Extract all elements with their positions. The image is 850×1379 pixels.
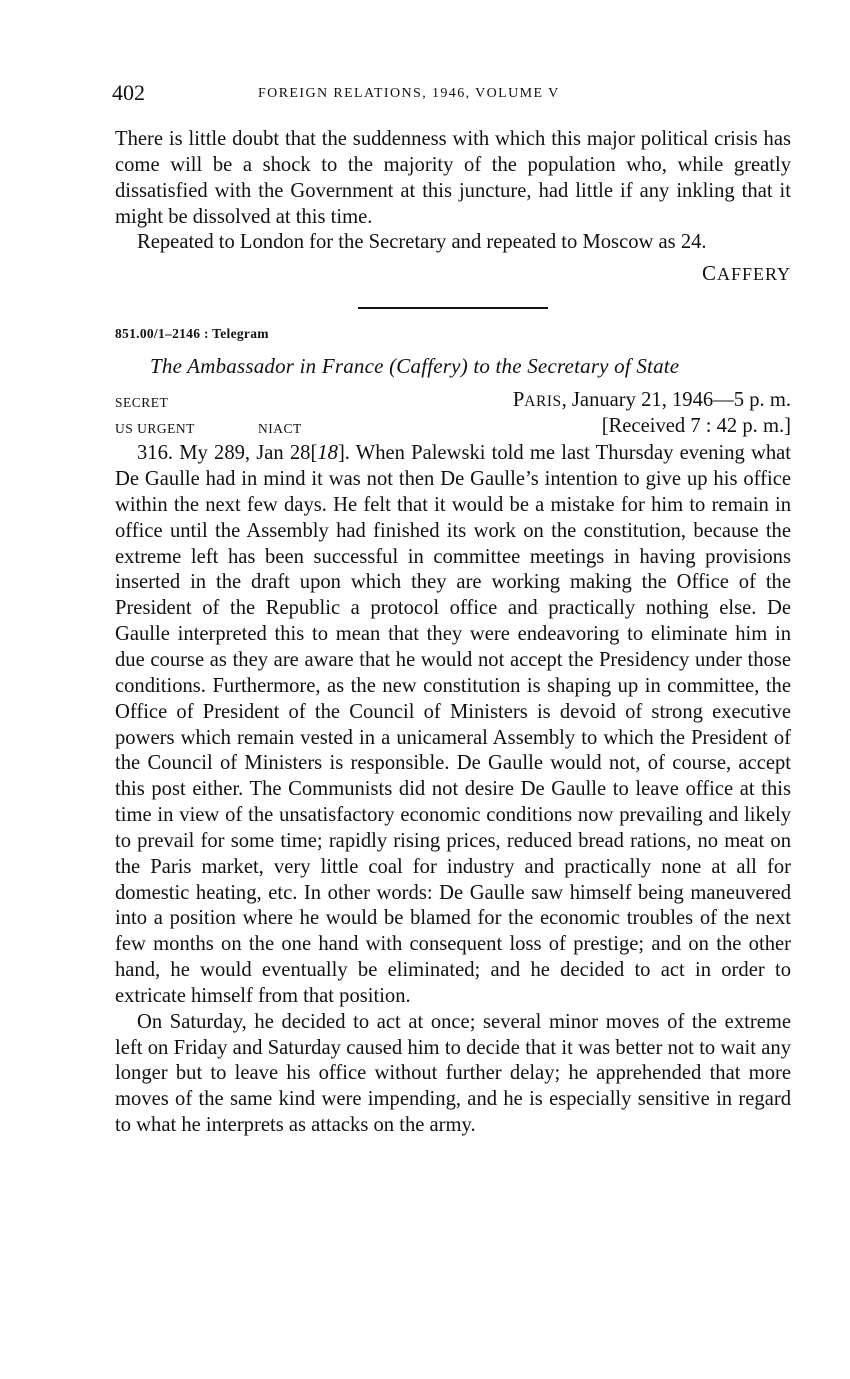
telegram-meta-row-1 [115,389,791,415]
signature-rest: AFFERY [716,264,791,285]
telegram-meta-row-2 [115,415,791,441]
body-lead: 316. My 289, Jan 28[ [137,442,318,465]
running-head-title: FOREIGN RELATIONS, 1946, VOLUME V [258,86,560,101]
priority-label: US URGENT [115,421,195,437]
body-text: ]. When Palewski told me last Thursday evening what De Gaulle had in mind it was not then De Gaulle’s intention to give up his office within the next few days. He felt that it would be a mistake for him to remain in office until the Assembly had finished its work on the constitution, because the extreme left has been successful in committee meetings in having provisions inserted in the draft upon which they are working making the Office of the President of the Republic a protocol office and practically nothing else. De Gaulle interpreted this to mean that they were endeavoring to eliminate him in due course as they are aware that he would not accept the Presidency under those conditions. Furthermore, as the new constitution is shaping up in committee, the Office of President of the Council of Ministers is devoid of strong executive powers which remain vested in a unicameral Assembly to which the President of the Council of Ministers is responsible. De Gaulle would not, of course, accept this post either. The Communists did not desire De Gaulle to leave office at this time in view of the unsatisfactory economic conditions now prevailing and likely to prevail for some time; rapidly rising prices, reduced bread rations, no meat on the Paris market, very little coal for industry and practically none at all for domestic heating, etc. In other words: De Gaulle saw himself being maneuvered into a position where he would be blamed for the economic troubles of the next few months on the one hand with consequent loss of prestige; and on the other hand, he would eventually be eliminated; and he decided to act in order to extricate himself from that position. [115,442,792,1007]
file-reference: 851.00/1–2146 : Telegram [115,326,269,342]
final-paragraph: On Saturday, he decided to act at once; several minor moves of the extreme left on Friday and Saturday caused him to decide that it was better not to wait any longer but to leave his office without further delay; he apprehended that more moves of the same kind were impending, and he is especially sensitive in regard to what he interprets as attacks on the army. [115,1010,791,1137]
place-rest: ARIS [524,393,562,411]
signature-initial: C [701,261,717,286]
repeat-note-paragraph: Repeated to London for the Secretary and repeated to Moscow as 24. [137,231,707,254]
section-divider [358,307,548,309]
sent-datetime: , January 21, 1946—5 p. m. [561,389,791,412]
channel-label: NIACT [258,421,302,437]
document-title: The Ambassador in France (Caffery) to the Secretary of State [150,354,680,379]
place-initial: P [512,389,525,412]
document-page [112,80,792,1139]
received-time: [Received 7 : 42 p. m.] [601,415,791,438]
telegram-body-paragraph [115,441,791,1010]
page-number: 402 [112,80,145,105]
running-head [112,80,791,110]
continuation-paragraph: There is little doubt that the suddenness with which this major political crisis has come will be a shock to the majority of the population who, while greatly dissatisfied with the Government at this juncture, had little if any inkling that it might be dissolved at this time. [115,128,791,228]
classification-label: SECRET [115,395,169,411]
place-and-date [513,389,791,412]
signature [115,261,791,285]
body-lead-italic: 18 [317,442,338,465]
